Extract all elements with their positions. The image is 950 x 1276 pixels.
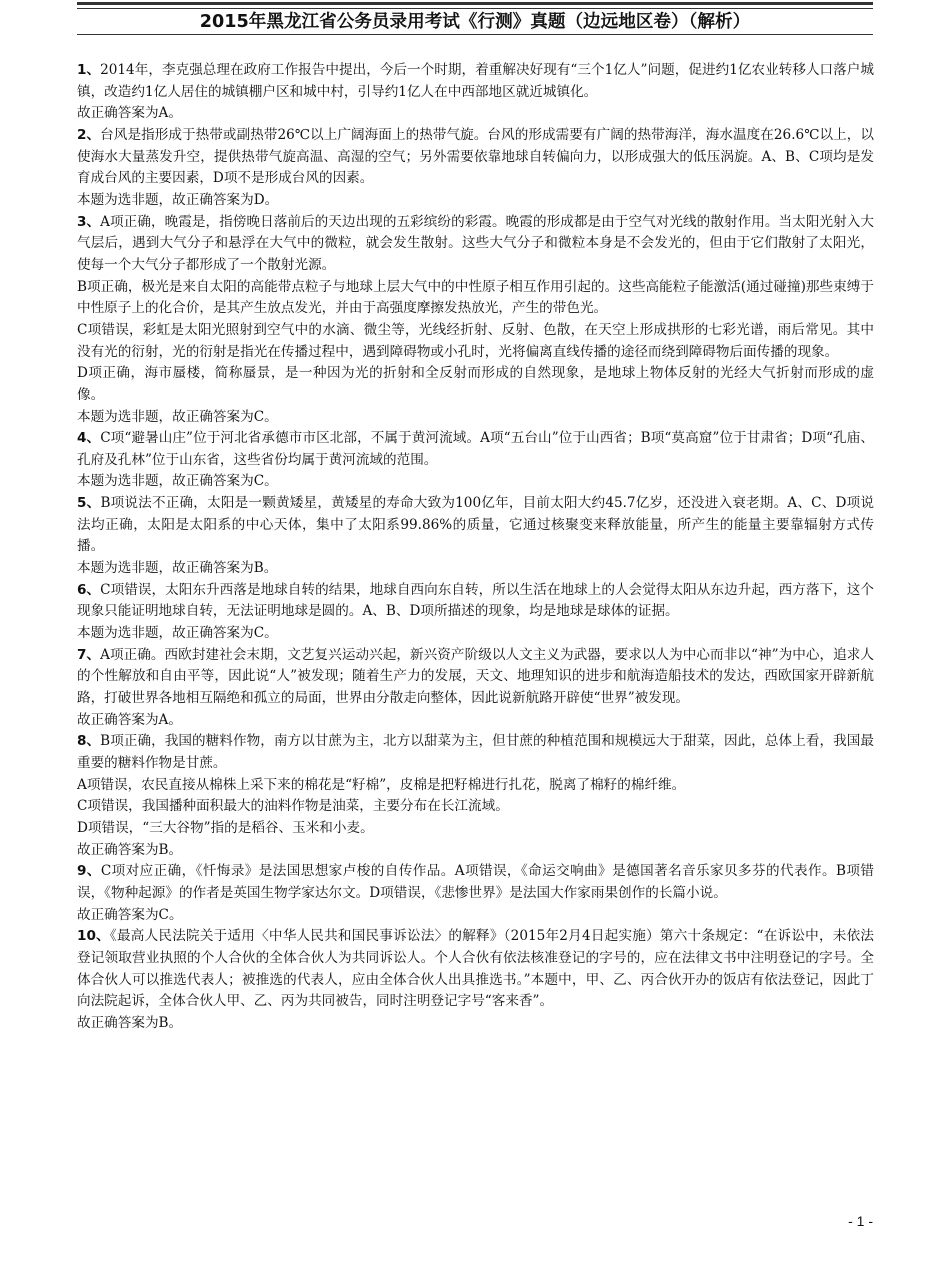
explanation-paragraph — [77, 407, 874, 429]
explanation-paragraph — [77, 818, 874, 840]
explanation-paragraph — [77, 1013, 874, 1035]
explanation-paragraph — [77, 471, 874, 493]
paragraph-text: B项正确，我国的糖料作物，南方以甘蔗为主，北方以甜菜为主，但甘蔗的种植范围和规模远大于甜菜，因此，总体上看，我国最重要的糖料作物是甘蔗。 — [77, 733, 874, 771]
paragraph-text: 故正确答案为B。 — [77, 1014, 183, 1031]
answer-explanations — [77, 60, 874, 1035]
paragraph-text: 本题为选非题，故正确答案为C。 — [77, 473, 278, 490]
explanation-paragraph — [77, 710, 874, 732]
document-title: 2015年黑龙江省公务员录用考试《行测》真题（边远地区卷）（解析） — [199, 12, 751, 32]
question-explanation — [77, 212, 874, 277]
explanation-paragraph — [77, 277, 874, 320]
explanation-paragraph — [77, 320, 874, 363]
explanation-paragraph — [77, 796, 874, 818]
paragraph-text: A项错误，农民直接从棉株上采下来的棉花是“籽棉”，皮棉是把籽棉进行扎花，脱离了棉籽的棉纤维。 — [77, 776, 686, 793]
header-rule-thick — [77, 2, 873, 5]
paragraph-text: A项正确。西欧封建社会末期，文艺复兴运动兴起，新兴资产阶级以人文主义为武器，要求以人为中心而非以“神”为中心，追求人的个性解放和自由平等，因此说“人”被发现；随着生产力的发展，天文、地理知识的进步和航海造船技术的发达，西欧国家开辟新航路，打破世界各地相互隔绝和孤立的局面，世界由分散走向整体，因此说新航路开辟使“世界”被发现。 — [77, 646, 874, 707]
question-explanation — [77, 580, 874, 623]
paragraph-text: 2014年，李克强总理在政府工作报告中提出，今后一个时期，着重解决好现有“三个1亿人”问题，促进约1亿农业转移人口落户城镇，改造约1亿人居住的城镇棚户区和城中村，引导约1亿人在中西部地区就近城镇化。 — [77, 62, 874, 100]
paragraph-text: C项错误，太阳东升西落是地球自转的结果，地球自西向东自转，所以生活在地球上的人会觉得太阳从东边升起，西方落下，这个现象只能证明地球自转，无法证明地球是圆的。A、B、D项所描述的现象，均是地球是球体的证据。 — [77, 581, 874, 620]
explanation-paragraph — [77, 905, 874, 927]
explanation-paragraph — [77, 190, 874, 212]
question-explanation — [77, 645, 874, 710]
question-number: 6、 — [77, 581, 101, 598]
question-number: 1、 — [77, 62, 101, 78]
paragraph-text: 本题为选非题，故正确答案为D。 — [77, 191, 279, 208]
explanation-paragraph — [77, 558, 874, 580]
paragraph-text: C项错误，我国播种面积最大的油料作物是油菜，主要分布在长江流域。 — [77, 798, 509, 815]
question-number: 2、 — [77, 126, 101, 143]
paragraph-text: 故正确答案为C。 — [77, 906, 183, 923]
paragraph-text: 故正确答案为B。 — [77, 841, 183, 858]
paragraph-text: C项“避暑山庄”位于河北省承德市市区北部，不属于黄河流域。A项“五台山”位于山西省；B项“莫高窟”位于甘肃省；D项“孔庙、孔府及孔林”位于山东省，这些省份均属于黄河流域的范围。 — [77, 430, 874, 468]
header-rule-thin — [77, 8, 873, 9]
paragraph-text: C项对应正确，《忏悔录》是法国思想家卢梭的自传作品。A项错误，《命运交响曲》是德国著名音乐家贝多芬的代表作。B项错误，《物种起源》的作者是英国生物学家达尔文。D项错误，《悲惨世界》是法国大作家雨果创作的长篇小说。 — [77, 863, 874, 901]
question-number: 8、 — [77, 733, 101, 750]
explanation-paragraph — [77, 623, 874, 645]
paragraph-text: 《最高人民法院关于适用〈中华人民共和国民事诉讼法〉的解释》（2015年2月4日起实施）第六十条规定：“在诉讼中，未依法登记领取营业执照的个人合伙的全体合伙人为共同诉讼人。个人合伙有依法核准登记的字号的，应在法律文书中注明登记的字号。全体合伙人可以推选代表人；被推选的代表人，应由全体合伙人出具推选书。”本题中，甲、乙、丙合伙开办的饭店有依法登记，因此丁向法院起诉，全体合伙人甲、乙、丙为共同被告，同时注明登记字号“客来香”。 — [77, 928, 874, 1010]
paragraph-text: 本题为选非题，故正确答案为B。 — [77, 560, 278, 577]
paragraph-text: 本题为选非题，故正确答案为C。 — [77, 625, 278, 642]
paragraph-text: 故正确答案为A。 — [77, 711, 182, 728]
paragraph-text: C项错误，彩虹是太阳光照射到空气中的水滴、微尘等，光线经折射、反射、色散，在天空上形成拱形的七彩光谱，雨后常见。其中没有光的衍射，光的衍射是指光在传播过程中，遇到障碍物或小孔时，光将偏离直线传播的途径而绕到障碍物后面传播的现象。 — [77, 321, 874, 360]
question-explanation — [77, 731, 874, 774]
paragraph-text: D项错误，“三大谷物”指的是稻谷、玉米和小麦。 — [77, 819, 374, 836]
question-explanation — [77, 861, 874, 904]
question-explanation — [77, 926, 874, 1013]
question-number: 4、 — [77, 430, 101, 447]
paragraph-text: 故正确答案为A。 — [77, 105, 182, 122]
question-number: 9、 — [77, 863, 101, 880]
paragraph-text: B项说法不正确，太阳是一颗黄矮星，黄矮星的寿命大致为100亿年，目前太阳大约45.7亿岁，还没进入衰老期。A、C、D项说法均正确，太阳是太阳系的中心天体，集中了太阳系99.86%的质量，它通过核聚变来释放能量，所产生的能量主要靠辐射方式传播。 — [77, 495, 874, 555]
paragraph-text: 台风是指形成于热带或副热带26℃以上广阔海面上的热带气旋。台风的形成需要有广阔的热带海洋，海水温度在26.6℃以上，以使海水大量蒸发升空，提供热带气旋高温、高湿的空气；另外需要依靠地球自转偏向力，以形成强大的低压涡旋。A、B、C项均是发育成台风的主要因素，D项不是形成台风的因素。 — [77, 126, 874, 187]
question-number: 3、 — [77, 213, 101, 230]
page-number: - 1 - — [848, 1213, 873, 1229]
question-number: 5、 — [77, 495, 101, 512]
explanation-paragraph — [77, 840, 874, 862]
paragraph-text: D项正确，海市蜃楼，简称蜃景，是一种因为光的折射和全反射而形成的自然现象，是地球上物体反射的光经大气折射而形成的虚像。 — [77, 365, 874, 403]
paragraph-text: B项正确，极光是来自太阳的高能带点粒子与地球上层大气中的中性原子相互作用引起的。这些高能粒子能激活(通过碰撞)那些束缚于中性原子上的化合价，是其产生放点发光，并由于高强度摩擦发热放光，产生的带色光。 — [77, 278, 874, 317]
explanation-paragraph — [77, 775, 874, 797]
title-underline — [77, 34, 873, 35]
explanation-paragraph — [77, 103, 874, 125]
question-explanation — [77, 428, 874, 471]
question-explanation — [77, 493, 874, 558]
question-explanation — [77, 60, 874, 103]
question-explanation — [77, 125, 874, 190]
paragraph-text: A项正确，晚霞是，指傍晚日落前后的天边出现的五彩缤纷的彩霞。晚霞的形成都是由于空气对光线的散射作用。当太阳光射入大气层后，遇到大气分子和悬浮在大气中的微粒，就会发生散射。这些大气分子和微粒本身是不会发光的，但由于它们散射了太阳光，使每一个大气分子都形成了一个散射光源。 — [77, 213, 874, 273]
question-number: 7、 — [77, 646, 101, 663]
question-number: 10、 — [77, 928, 110, 945]
explanation-paragraph — [77, 363, 874, 406]
paragraph-text: 本题为选非题，故正确答案为C。 — [77, 408, 278, 425]
